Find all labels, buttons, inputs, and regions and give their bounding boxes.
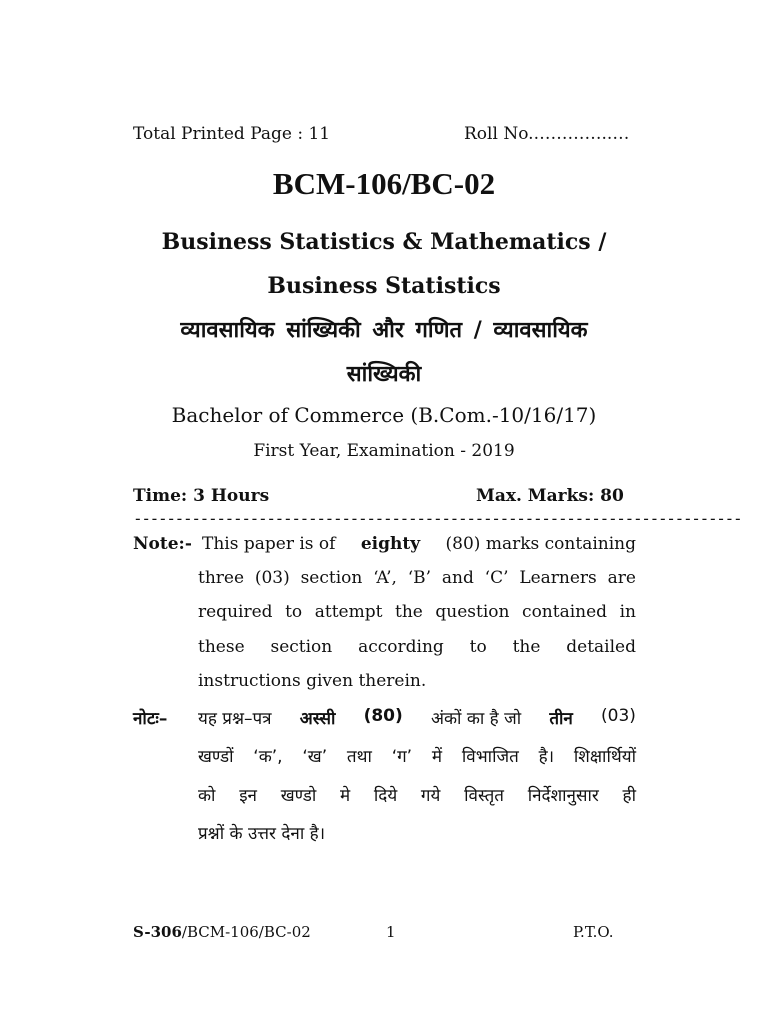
hindi-note-line2: खण्डों ‘क’, ‘ख’ तथा ‘ग’ में विभाजित है। शिक्षार्थियों [198,747,636,767]
footer-code-bold: S-306 [133,923,182,941]
note-word: the [512,637,541,657]
note-emphasis: eighty [360,534,421,554]
note-text: (80) marks containing [445,534,636,554]
footer-paper-code [133,923,311,941]
paper-code: BCM-106/BC-02 [272,166,496,201]
note-word: the [395,602,423,622]
note-line2 [198,568,636,588]
hindi-note-line1 [198,706,636,729]
hindi-note-emphasis: अस्सी [299,709,336,729]
note-word: in [619,602,636,622]
separator-line: ------------------------------------------------------------------------- [133,509,742,528]
max-marks: Max. Marks: 80 [476,486,624,506]
note-word: three [198,568,245,588]
note-line5: instructions given therein. [198,671,427,691]
total-printed-pages: Total Printed Page : 11 [133,124,331,144]
hindi-note-emphasis: तीन [549,709,573,729]
note-word: according [358,637,444,657]
note-word: ‘B’ [407,568,432,588]
note-word: section [270,637,333,657]
note-word: and [441,568,474,588]
hindi-note-line4: प्रश्नों के उत्तर देना है। [198,824,326,844]
hindi-title-line1: व्यावसायिक सांख्यिकी और गणित / व्यावसायिक [180,318,588,343]
hindi-title-line2: सांख्यिकी [346,362,422,387]
roll-number: Roll No.…………..… [464,124,630,144]
note-word: ‘C’ [484,568,509,588]
note-word: to [285,602,303,622]
note-word: section [300,568,363,588]
note-word: Learners [519,568,597,588]
note-word: required [198,602,273,622]
page-number: 1 [386,923,396,941]
hindi-note-text: अंकों का है जो [430,709,522,729]
hindi-note-label: नोटः– [133,709,168,729]
note-word: are [607,568,636,588]
note-word: detailed [566,637,636,657]
note-word: these [198,637,245,657]
note-word: contained [522,602,608,622]
note-line4 [198,637,636,657]
hindi-note-text: यह प्रश्न–पत्र [198,709,272,729]
exam-year: First Year, Examination - 2019 [253,441,515,461]
degree-line: Bachelor of Commerce (B.Com.-10/16/17) [171,403,597,427]
note-label: Note:- [133,534,192,554]
footer-code-rest: /BCM-106/BC-02 [181,923,311,941]
note-word: ‘A’, [373,568,397,588]
hindi-note-emphasis: (80) [363,706,403,726]
paper-title-line1: Business Statistics & Mathematics / [161,229,607,255]
note-word: (03) [254,568,290,588]
note-word: question [435,602,510,622]
note-word: attempt [314,602,383,622]
note-text: This paper is of [202,534,336,554]
pto-marker: P.T.O. [573,923,614,941]
time-allowed: Time: 3 Hours [133,486,270,506]
paper-title-line2: Business Statistics [267,273,501,299]
note-line1 [202,534,636,554]
hindi-note-line3: को इन खण्डो मे दिये गये विस्तृत निर्देशानुसार ही [198,786,636,806]
note-line3 [198,602,636,622]
hindi-note-text: (03) [601,706,636,726]
note-word: to [469,637,487,657]
